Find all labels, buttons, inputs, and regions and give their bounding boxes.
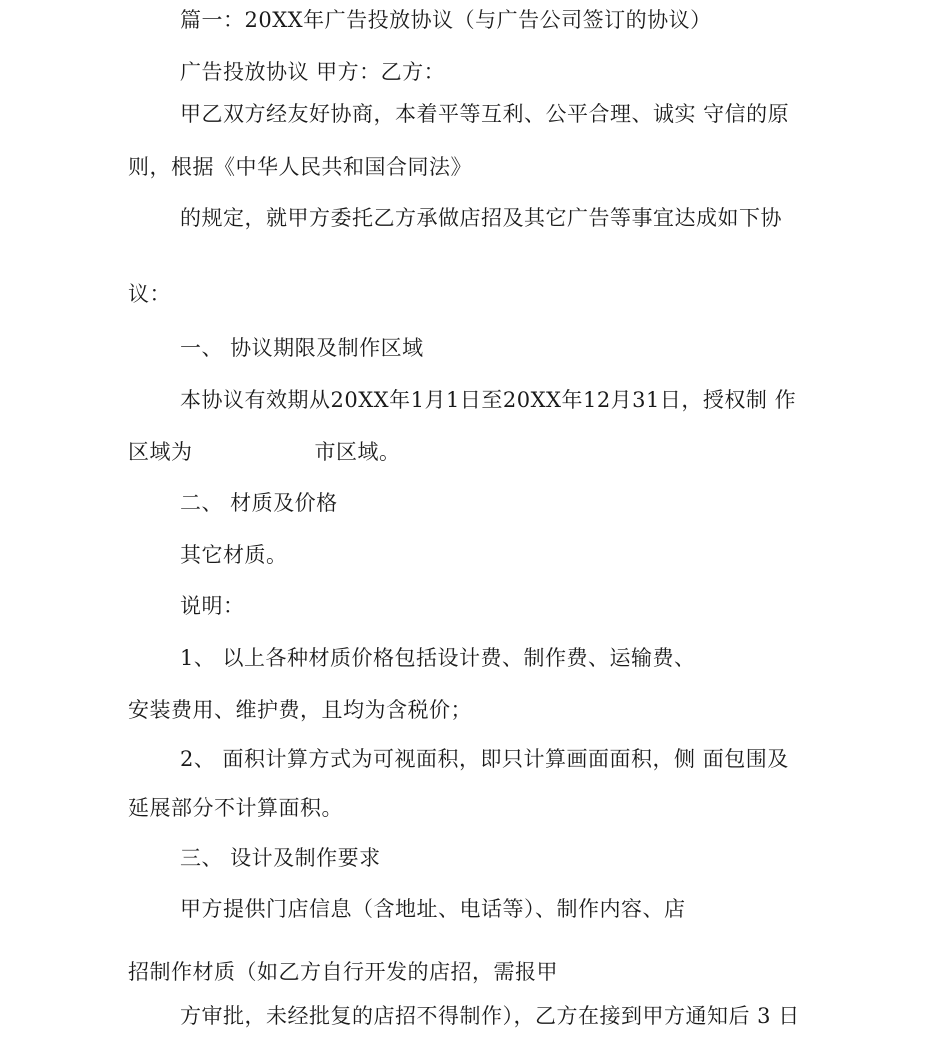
parties-line: 广告投放协议 甲方：乙方： xyxy=(180,60,446,84)
section-3-line-3: 方审批，未经批复的店招不得制作），乙方在接到甲方通知后 3 日 xyxy=(180,1004,800,1028)
region-suffix: 市区域。 xyxy=(314,440,401,464)
section-2-item-1-line-1: 1、 以上各种材质价格包括设计费、制作费、运输费、 xyxy=(180,646,696,670)
intro-line-1: 甲乙双方经友好协商，本着平等互利、公平合理、诚实 守信的原 xyxy=(180,102,790,126)
section-3-line-1: 甲方提供门店信息（含地址、电话等）、制作内容、店 xyxy=(180,897,686,921)
intro-line-2: 则，根据《中华人民共和国合同法》 xyxy=(128,155,472,179)
section-2-item-1-line-2: 安装费用、维护费，且均为含税价； xyxy=(128,698,472,722)
section-2-heading: 二、 材质及价格 xyxy=(180,491,338,515)
section-3-heading: 三、 设计及制作要求 xyxy=(180,846,381,870)
section-1-heading: 一、 协议期限及制作区域 xyxy=(180,336,424,360)
document-title: 篇一：20XX年广告投放协议（与广告公司签订的协议） xyxy=(180,8,712,32)
section-2-note-label: 说明： xyxy=(180,594,245,618)
section-2-item-2-line-1: 2、 面积计算方式为可视面积，即只计算画面面积，侧 面包围及 xyxy=(180,747,789,771)
section-1-body-line-1: 本协议有效期从20XX年1月1日至20XX年12月31日，授权制 作 xyxy=(180,388,797,412)
section-2-item-2-line-2: 延展部分不计算面积。 xyxy=(128,796,343,820)
section-1-body-line-2 xyxy=(128,438,401,466)
section-3-line-2: 招制作材质（如乙方自行开发的店招，需报甲 xyxy=(128,960,558,984)
section-2-line-1: 其它材质。 xyxy=(180,543,288,567)
intro-line-4: 议： xyxy=(128,282,171,306)
region-prefix: 区域为 xyxy=(128,440,193,464)
intro-line-3: 的规定，就甲方委托乙方承做店招及其它广告等事宜达成如下协 xyxy=(180,206,782,230)
